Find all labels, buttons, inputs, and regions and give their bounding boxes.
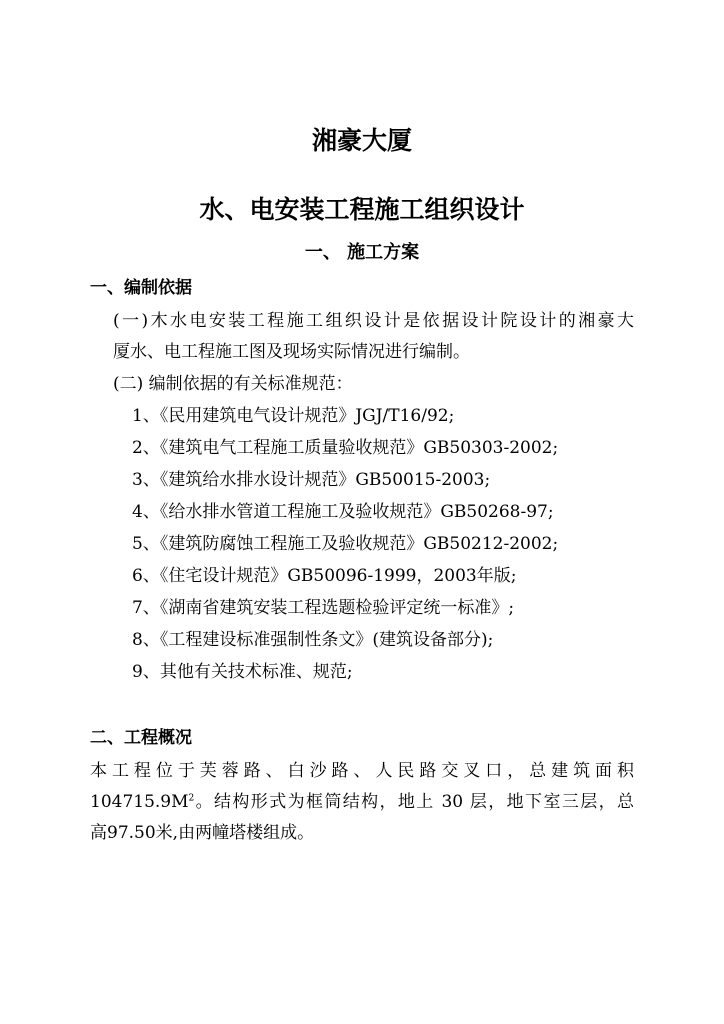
overview-line-2-rest: 。结构形式为框筒结构，地上 30 层，地下室三层，总	[194, 792, 634, 812]
basis-paragraph-1-line-2: 厦水、电工程施工图及现场实际情况进行编制。	[113, 342, 470, 362]
heading-basis: 一、编制依据	[90, 278, 192, 298]
standard-item-9: 9、其他有关技术标准、规范;	[132, 662, 353, 682]
standard-item-5: 5、《建筑防腐蚀工程施工及验收规范》GB50212-2002;	[132, 534, 559, 554]
overview-line-3: 高97.50米,由两幢塔楼组成。	[90, 823, 315, 843]
standard-item-1: 1、《民用建筑电气设计规范》JGJ/T16/92;	[132, 406, 455, 426]
standard-item-3: 3、《建筑给水排水设计规范》GB50015-2003;	[132, 470, 491, 490]
standard-item-7: 7、《湖南省建筑安装工程选题检验评定统一标准》;	[132, 598, 515, 618]
standard-item-4: 4、《给水排水管道工程施工及验收规范》GB50268-97;	[132, 502, 554, 522]
section-heading-construction-plan: 一、 施工方案	[304, 242, 420, 263]
document-subtitle: 水、电安装工程施工组织设计	[199, 195, 525, 224]
standard-item-8: 8、《工程建设标准强制性条文》(建筑设备部分);	[132, 630, 494, 650]
area-unit-superscript: 2	[188, 793, 195, 804]
heading-project-overview: 二、工程概况	[90, 728, 192, 748]
standard-item-6: 6、《住宅设计规范》GB50096-1999，2003年版;	[132, 566, 517, 586]
basis-paragraph-1-line-1: (一)木水电安装工程施工组织设计是依据设计院设计的湘豪大	[113, 311, 634, 331]
overview-line-1: 本工程位于芙蓉路、白沙路、人民路交叉口，总建筑面积	[90, 761, 634, 781]
standard-item-2: 2、《建筑电气工程施工质量验收规范》GB50303-2002;	[132, 438, 559, 458]
basis-paragraph-2: (二) 编制依据的有关标准规范：	[113, 374, 353, 394]
area-value: 104715.9M	[90, 792, 189, 812]
document-title: 湘豪大厦	[311, 126, 412, 155]
overview-line-2	[90, 794, 634, 811]
